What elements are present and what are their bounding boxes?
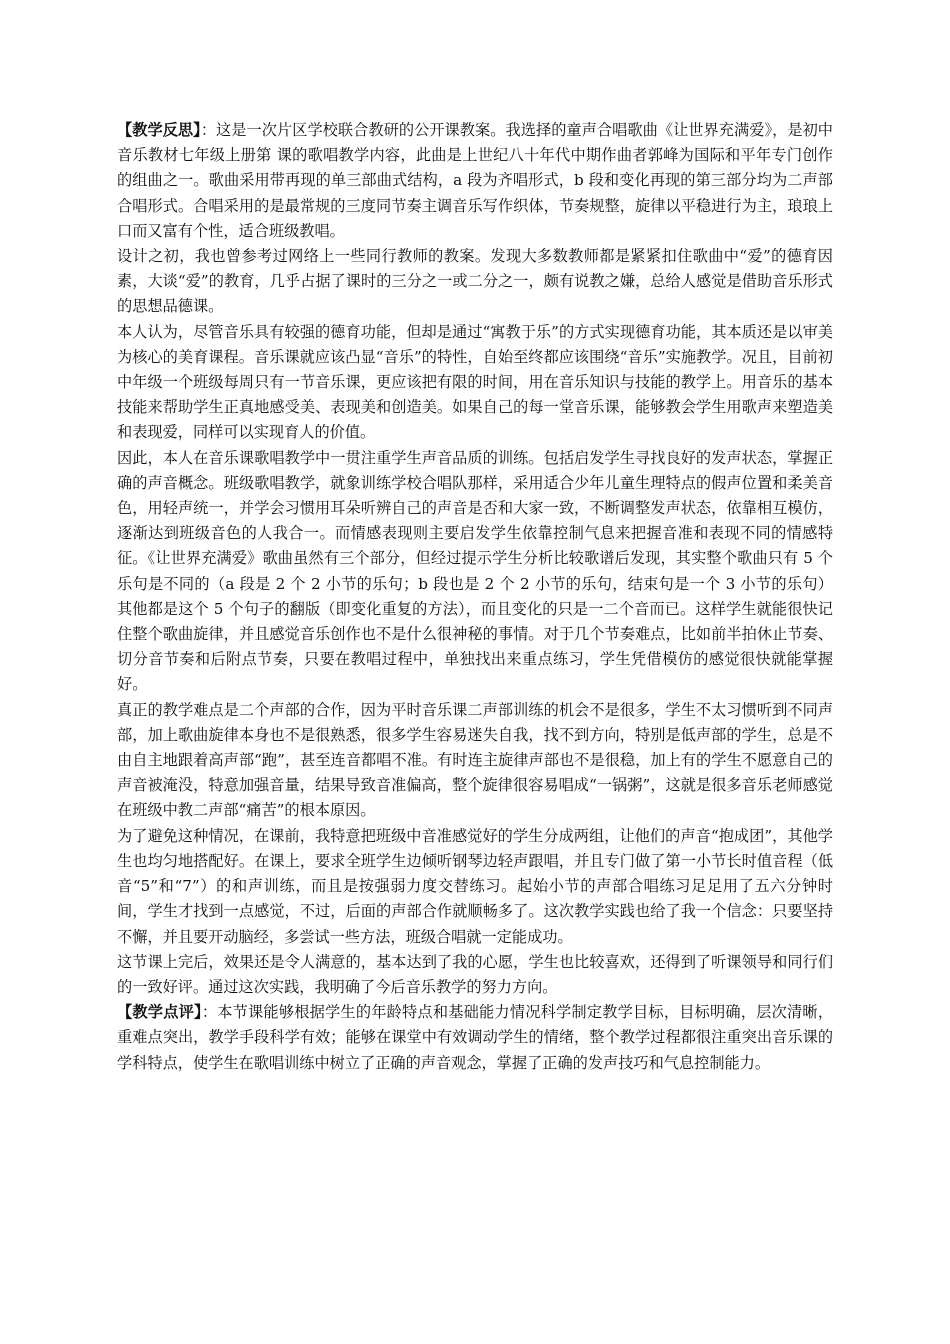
paragraph-solution: 为了避免这种情况，在课前，我特意把班级中音准感觉好的学生分成两组，让他们的声音“抱成团”，其他学生也均匀地搭配好。在课上，要求全班学生边倾听钢琴边轻声跟唱，并且专门做了第一小节长时值音程（低音“5”和“7”）的和声训练，而且是按强弱力度交替练习。起始小节的声部合唱练习足足用了五六分钟时间，学生才找到一点感觉，不过，后面的声部合作就顺畅多了。这次教学实践也给了我一个信念：只要坚持不懈，并且要开动脑经，多尝试一些方法，班级合唱就一定能成功。 <box>117 826 833 946</box>
paragraph-difficulty: 真正的教学难点是二个声部的合作，因为平时音乐课二声部训练的机会不是很多，学生不太习惯听到不同声部，加上歌曲旋律本身也不是很熟悉，很多学生容易迷失自我，找不到方向，特别是低声部的学生，总是不由自主地跟着高声部“跑”，甚至连音都唱不准。有时连主旋律声部也不是很稳，加上有的学生不愿意自己的声音被淹没，特意加强音量，结果导致音准偏高，整个旋律很容易唱成“一锅粥”，这就是很多音乐老师感觉在班级中教二声部“痛苦”的根本原因。 <box>117 700 833 820</box>
comment-text: ：本节课能够根据学生的年龄特点和基础能力情况科学制定教学目标，目标明确，层次清晰，重难点突出，教学手段科学有效；能够在课堂中有效调动学生的情绪，整个教学过程都很注重突出音乐课的学科特点，使学生在歌唱训练中树立了正确的声音观念，掌握了正确的发声技巧和气息控制能力。 <box>117 1003 834 1072</box>
paragraph-design: 设计之初，我也曾参考过网络上一些同行教师的教案。发现大多数教师都是紧紧扣住歌曲中“爱”的德育因素，大谈“爱”的教育，几乎占据了课时的三分之一或二分之一，颇有说教之嫌，总给人感觉是借助音乐形式的思想品德课。 <box>117 247 833 316</box>
reflection-text: ：这是一次片区学校联合教研的公开课教案。我选择的童声合唱歌曲《让世界充满爱》，是初中音乐教材七年级上册第 课的歌唱教学内容，此曲是上世纪八十年代中期作曲者郭峰为国际和平年专门创作的组曲之一。歌曲采用带再现的单三部曲式结构，a 段为齐唱形式，b 段和变化再现的第三部分均为二声部合唱形式。合唱采用的是最常规的三度同节奏主调音乐写作织体，节奏规整，旋律以平稳进行为主，琅琅上口而又富有个性，适合班级教唱。 <box>117 121 833 240</box>
document-body <box>117 118 833 1076</box>
comment-label: 【教学点评】 <box>117 1003 202 1022</box>
paragraph-voice-training: 因此，本人在音乐课歌唱教学中一贯注重学生声音品质的训练。包括启发学生寻找良好的发声状态，掌握正确的声音概念。班级歌唱教学，就象训练学校合唱队那样，采用适合少年儿童生理特点的假声位置和柔美音色，用轻声统一，并学会习惯用耳朵听辨自己的声音是否和大家一致，不断调整发声状态，依靠相互模仿，逐渐达到班级音色的人我合一。而情感表现则主要启发学生依靠控制气息来把握音准和表现不同的情感特征。《让世界充满爱》歌曲虽然有三个部分，但经过提示学生分析比较歌谱后发现，其实整个歌曲只有 5 个乐句是不同的（a 段是 2 个 2 小节的乐句；b 段也是 2 个 2 小节的乐句，结束句是一个 3 小节的乐句）其他都是这个 5 个句子的翻版（即变化重复的方法），而且变化的只是一二个音而已。这样学生就能很快记住整个歌曲旋律，并且感觉音乐创作也不是什么很神秘的事情。对于几个节奏难点，比如前半拍休止节奏、切分音节奏和后附点节奏，只要在教唱过程中，单独找出来重点练习，学生凭借模仿的感觉很快就能掌握好。 <box>117 448 833 694</box>
reflection-paragraph <box>117 118 833 244</box>
comment-paragraph <box>117 1000 833 1076</box>
paragraph-result: 这节课上完后，效果还是令人满意的，基本达到了我的心愿，学生也比较喜欢，还得到了听课领导和同行们的一致好评。通过这次实践，我明确了今后音乐教学的努力方向。 <box>117 952 833 996</box>
reflection-label: 【教学反思】 <box>117 121 201 139</box>
paragraph-opinion: 本人认为，尽管音乐具有较强的德育功能，但却是通过“寓教于乐”的方式实现德育功能，其本质还是以审美为核心的美育课程。音乐课就应该凸显“音乐”的特性，自始至终都应该围绕“音乐”实施教学。况且，目前初中年级一个班级每周只有一节音乐课，更应该把有限的时间，用在音乐知识与技能的教学上。用音乐的基本技能来帮助学生正真地感受美、表现美和创造美。如果自己的每一堂音乐课，能够教会学生用歌声来塑造美和表现爱，同样可以实现育人的价值。 <box>117 322 833 442</box>
